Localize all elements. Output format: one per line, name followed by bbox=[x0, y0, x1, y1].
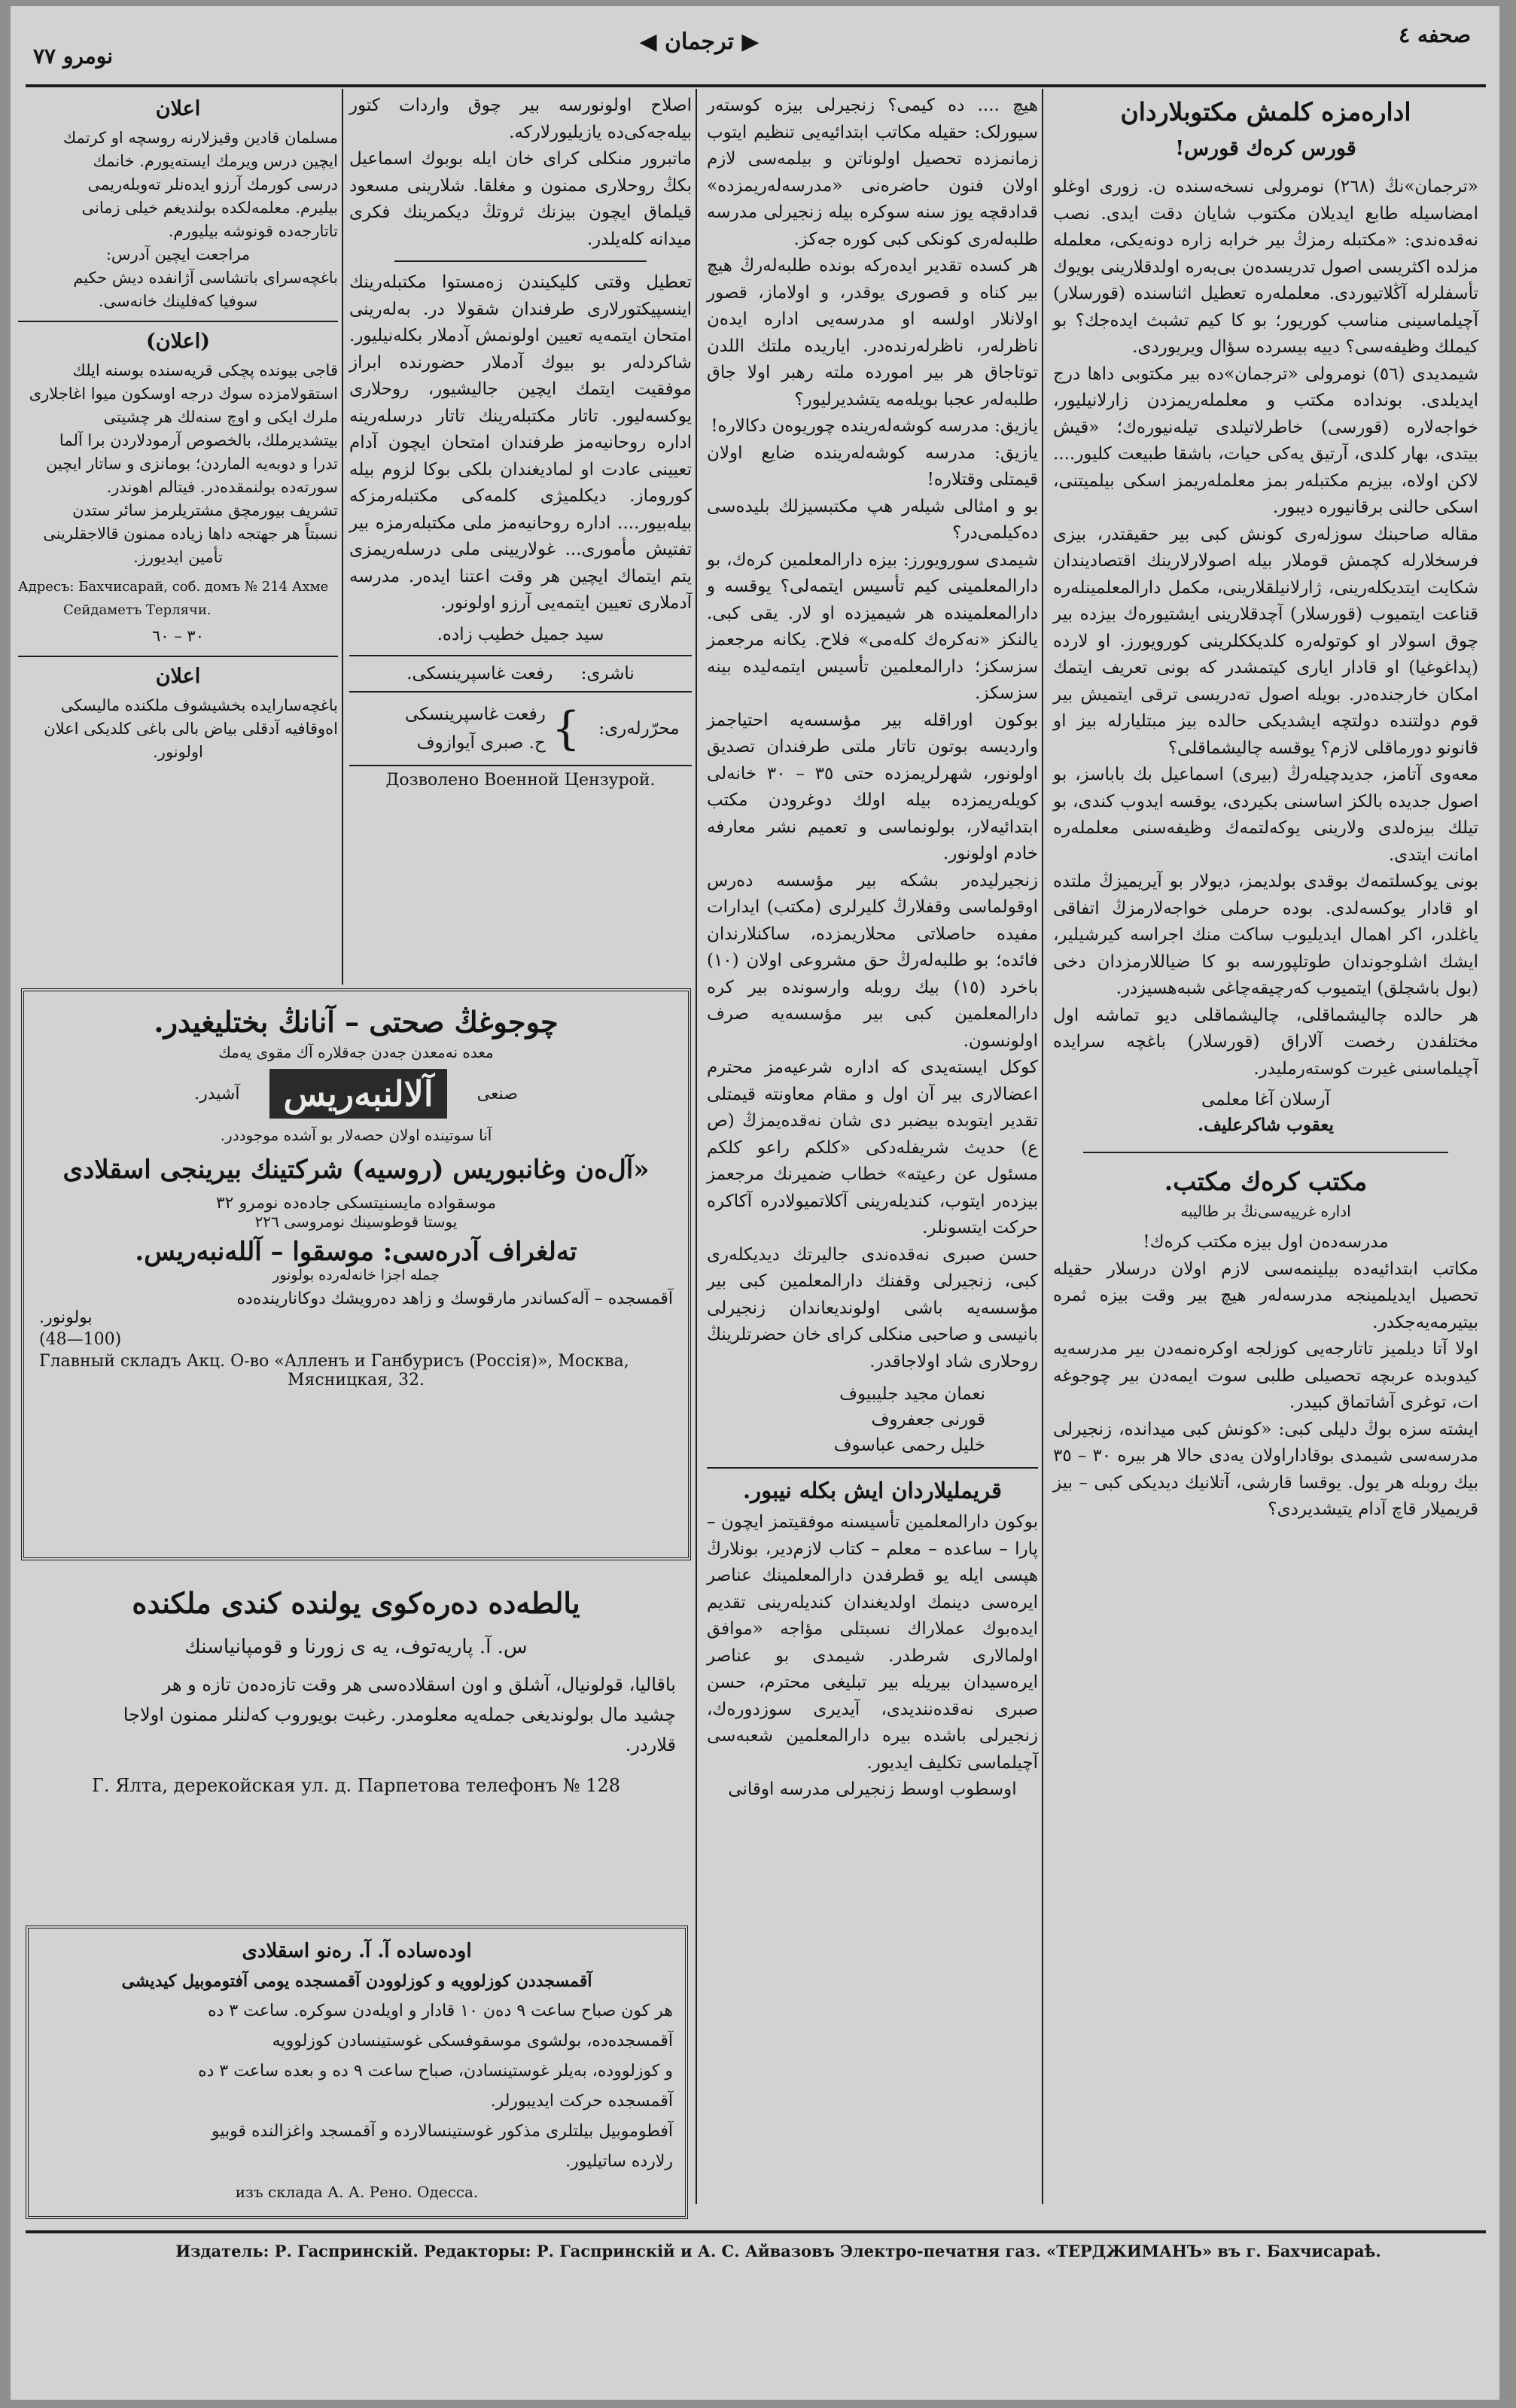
article2-headline: مکتب کرەك مکتب. bbox=[1164, 1167, 1368, 1196]
article2-paragraph: بوکون دارالمعلمین تأسیسنە موفقیتمز ایچون – پارا – ساعدە – معلم – کتاب لازم‌دیر، بونلارڭ هپسی ایلە یو قطرفدن دارالمعلمینك عناصر ایرەسی دینمك اولدیغندان کندیلەرینی تقدیم ایدەبوك عملاراك نسبتلی مؤاجە «موافق اولمالاری شرطدر. شیمدی بو عناصر ایرەسیدان بیریلە بیر تبلیغی محترم، حسن صبری نەقدەنندیدی، آیدیری سوزدورەك، زنجیرلی باشدە بیرە دارالمعلمین شعبەسی آچیلماسی تکلیف ایدیور. bbox=[707, 1512, 1038, 1773]
ad-line: باغچەسرای باتشاسی آژانفدە دیش حکیم bbox=[73, 269, 338, 287]
ad-line: آقمسجدە حرکت ایدیبورلر. bbox=[490, 2092, 673, 2111]
issue-number: نومرو ٧٧ bbox=[33, 44, 114, 68]
article-paragraph: بوکون اوراقلە بیر مؤسسە‌یە احتیاجمز واردیسە بوتون تاتار ملتی طرفندان تصدیق اولونور، شهرلریمزدە حتی ٣٥ – ٣٠ خانەلی کویلەریمزدە بیلە اولك دوغرودن مکتب ابتدائیەلار، بولونماسی و تعمیم نشر معارفە خادم اولونور. bbox=[707, 710, 1039, 863]
article-headline: ادارەمزە کلمش مکتوبلاردان bbox=[1120, 97, 1411, 126]
ad-line: و کوزلوودە، بەیلر غوستینسادن، صباح ساعت ٩ دە و بعدە ساعت ٣ دە bbox=[198, 2062, 673, 2081]
publisher-name: رفعت غاسپرینسکی. bbox=[406, 663, 553, 683]
ad-line: رلاردە ساتیلیور. bbox=[565, 2152, 673, 2171]
ad-code: ٣٠ – ٦٠ bbox=[152, 627, 204, 645]
article2-headline: قریملیلاردان ایش بکلە نیبور. bbox=[743, 1478, 1002, 1503]
signature-name: سید جمیل خطیب زادە. bbox=[437, 624, 604, 644]
article-paragraph: شیمدی سورویورز: بیزە دارالمعلمین کرەك، بو دارالمعلمینی کیم تأسیس ایتمەلی؟ یوقسە و دارالمعلمیندە هر شیمیزدە او لار. یقی کبی. یالنکز «نەکرەك کلەمی» فلاح. یکانە مرجعمز سزسکز؛ دارالمعلمین تأسیس ایتمەلیدە بینە سزسکز. bbox=[707, 549, 1038, 703]
newspaper-page bbox=[11, 6, 1499, 2400]
ad-headline: یالطەدە دەرەکوی یولندە کندی ملکندە bbox=[132, 1586, 580, 1620]
article-paragraph: زنجیرلیدەر بشکە بیر مؤسسە دەرس اوقولماسی وقفلارڭ کلیرلری (مکتب) ایدارات مفیدە حاصلاتی محلاریمزدە، ساکنلارندان فائدە؛ بو طلبەلەرڭ حق مشروعی اولان (١٠) باخرد (١٥) بیك روبلە وارسوندە بیر کرە دارالمعلمین کبی بیر مؤسسەیە صرف اولونسون. bbox=[707, 870, 1038, 1051]
ad-line: قلاردر. bbox=[625, 1734, 676, 1755]
ad-telegraph: تەلغراف آدرەسی: موسقوا – آللەنبەریس. bbox=[135, 1237, 577, 1267]
article-divider bbox=[707, 1467, 1038, 1469]
editor-name: رفعت غاسپرینسکی bbox=[405, 704, 546, 724]
ad-line: ملرك ایکی و اوچ سنەلك هر چشیتی bbox=[103, 408, 338, 426]
ad-line: قاجی بیوندە پچکی قریەسندە بوسنە ایلك bbox=[72, 361, 338, 379]
ad-line: چشید مال بولوندیغی جملەیە معلومدر. رغبت بویوروب کەلنلر ممنون اولاجا bbox=[123, 1704, 676, 1725]
column-3 bbox=[349, 93, 692, 985]
column-4 bbox=[18, 93, 338, 985]
ad-address: Сейдаметъ Терлячи. bbox=[63, 602, 212, 618]
signature-name: قورنی جعفروف bbox=[871, 1410, 985, 1429]
article-paragraph: معەوی آتامز، جدیدچیلەرڭ (بیری) اسماعیل بك باباسز، بو اصول جدیدە بالکز اساسنی بکیردی، یوقسە ایدوب کندی، بو تیلك بیزەلدی ولارینی یوکەلتمەك وظیفەسنی معلملەرە امانت ایتدی. bbox=[1053, 765, 1478, 865]
ad-headline: اودەسادە آ. آ. رەنو اسقلادی bbox=[242, 1940, 472, 1962]
article-paragraph: هیچ .... دە کیمی؟ زنجیرلی بیزە کوستەر سیورلک: حقیلە مکاتب ابتدائیەیی تنظیم ایتوب زمانمزدە تحصیل اولوناتن و بیلمەسی لازم اولان فنون حاضرەنی «مدرسەلەریمزدە» قدادقچە یوز سنە سوکرە بیلە زنجیرلی مدرسە‌ طلبەلەری کونکی کبی کوره جەكز. bbox=[707, 96, 1038, 249]
ad-line: تشریف بیورمچق مشتریلرمز سائر ستدن bbox=[72, 501, 338, 519]
ad-line: نسبتاً هر جهتجە داها زیادە ممنون قالاجقلرینی bbox=[43, 525, 338, 543]
ad-line: سورتەدە بولنمقدەدر. فیتالم اهوندر. bbox=[106, 478, 338, 496]
editors-names bbox=[349, 700, 546, 757]
column-2 bbox=[707, 93, 1038, 2208]
column-rule-3 bbox=[342, 89, 343, 985]
ad-line: مراجعت ایچین آدرس: bbox=[105, 245, 251, 263]
ad-address: Адресъ: Бахчисарай, соб. домъ № 214 Ахме bbox=[18, 579, 329, 595]
imprint-divider bbox=[349, 691, 692, 693]
column-rule-2 bbox=[696, 89, 697, 2204]
ad-line: سوفیا کەفلینك خانەسی. bbox=[98, 292, 258, 310]
ad-address: یوستا قوطوسینك نومروسی ٢٢٦ bbox=[254, 1213, 458, 1231]
article-paragraph: ماتبرور منکلی کرای خان ایلە بوبوك اسماعیل بکڭ روحلاری ممنون و مغلقا. شلارینی مسعود قیلماق ایچون بیزنك ثروتڭ دیکمرینك فکری میدانە کلەیلدر. bbox=[349, 149, 692, 249]
article2-paragraph: ایشتە سزە بوڭ دلیلی کبی: «کونش کبی میداندە، زنجیرلی مدرسەسی شیمدی بوقادار‌اولان یەدی حالا هر بیرە ٣٠ – ٣٥ بیك روبلە هر یول. یوقسا قارشی، آتلانیك دیدیکی کبی – بیز قریمیلار قاچ آدام یتیشدیردی؟ bbox=[1053, 1419, 1478, 1519]
ad-subline: آنا سوتیندە اولان حصەلار بو آشدە موجوددر. bbox=[220, 1126, 492, 1144]
ad-note: آقمسجدە – آلەکساندر مارقوسك و زاهد دەرویشك دوکاناریندەدە bbox=[236, 1289, 673, 1308]
article2-paragraph: اوسطوب اوسط زنجیرلی مدرسە اوقانی bbox=[728, 1779, 1017, 1799]
ad-note: جملە اجزا خانەلەردە بولونور bbox=[272, 1267, 440, 1283]
article-paragraph: یازیق: مدرسە کوشەلەریندە چوریوەن دکالارە! bbox=[711, 416, 1038, 436]
ad-line: تاتارجەدە قونوشە بیلیورم. bbox=[168, 222, 338, 240]
ad-line: ایچین درس ویرمك ایستەیورم. خانمك bbox=[93, 152, 338, 170]
ad-russian-address: Главный складъ Акц. О-во «Алленъ и Ганбурисъ (Россія)», Москва, bbox=[39, 1352, 629, 1371]
top-rule bbox=[26, 84, 1486, 87]
ad-title: (اعلان) bbox=[145, 330, 211, 353]
ad-line: هر کون صباح ساعت ٩ دەن ١٠ قادار و اویلەدن سوکرە. ساعت ٣ دە bbox=[208, 2002, 673, 2020]
ad-line: مسلمان قادین وقیزلارنە روسچە او کرتمك bbox=[62, 129, 338, 147]
brand-left-text: صنعی bbox=[476, 1084, 518, 1104]
ad-company: «آل‌ەن وغانبوریس (روسیە) شرکتینك بیرینجی اسقلادی bbox=[62, 1155, 650, 1185]
signature-name: خلیل رحمی عباسوف bbox=[833, 1435, 985, 1455]
article-paragraph: تعطیل وقتی کلیکیندن زەمستوا مکتبلەرینك اینسپیکتورلاری طرفندان شقولا در. بەلەرینی امتحان ایتمەیە تعیین اولونمش آدملار بکلەنیلیور. شاکردلەر بو بیوك آدملار حضورندە ابراز موفقیت ایتمك ایچین جالیشیور، روحلاری یوکسەلیور. تاتار مکتبلەرینك تاتار درسلەرینە ادارە روحانیەمز طرفندان امتحان ایچون آدام تعیینی عادت او لمادیغندان بلکی بوکا لزوم بیلە کوروماز. دیکلمیژی کلمەکی مکتبلەرمزكە بیلە‌بیور.... ادارە روحانیەمز ملی مکتبلەرمزە بیر تفتیش مأموری... غولاریینی ملی درسلەریمزی یتم ایتماك ایچین هر وقت اعتنا ایدەر. مدرسە آدملاری تعیین ایتمەیی آرزو اولونور. bbox=[349, 272, 692, 613]
editor-name: ح. صبری آیوازوف bbox=[416, 732, 546, 753]
page-number: صحفه ٤ bbox=[1399, 23, 1471, 47]
ad-line: اەوقافیە آدقلی بیاض بالی باغی کلدیکی اعلان bbox=[44, 720, 338, 738]
article-paragraph: یازیق: مدرسە کوشەلەریندە ضایع اولان قیمتلی وقتلارە! bbox=[707, 443, 1038, 489]
article-paragraph: مقالە صاحبنك سوزلەری کونش کبی بیر حقیقتدر، بیزی فرسخلارلە کچمش قوملار بیلە اصولارلارینك اقتصادیندان شکایت ایتدیکلەرینی، ژارلانیلقلارینی، مکمل دارالمعلمینلەرە قناعت ایتمیوب (قورسلار) آچدقلارینی ایشتیورەك بیزدە بیر چوق اسولار او کوتولەرە کلدیککلرینی کورویورز. او لاردە (پداغوغیا) او قادار ایاری کیتمشدر کە بونی تعریف ایتمك امکان خارجندەدر. بویلە اصول تەدریسی ترقی ایتمیش بیر قوم دولتنده دولتچه ایشدیکی حالدە بیز مبتلیارلە بیز او قانونو دورماقلی لازم؟ یوقسە چالیشماقلی؟ bbox=[1053, 524, 1478, 758]
ad-line: درسی کورمك آرزو ایدەنلر تەوبلەریمی bbox=[87, 175, 338, 193]
brace: } bbox=[551, 702, 580, 755]
editors-label: محرّرلەری: bbox=[598, 718, 680, 738]
ad-russian-note: изъ склада А. А. Рено. Одесса. bbox=[235, 2183, 479, 2201]
ad-box bbox=[18, 665, 338, 764]
paper-name: ◀ ترجمان ▶ bbox=[639, 29, 760, 55]
article-subheadline: قورس کرەك قورس! bbox=[1175, 137, 1356, 160]
article2-paragraph: مکاتب ابتدائیەدە بیلینمەسی لازم اولان درسلار حقیلە تحصیل ایدیلمینجە مدرسەلەر هیچ بیر وقت بیزە ثمرە بیتیرمەیەجکدر. bbox=[1053, 1259, 1478, 1332]
ad-line: س. آ. پاریەتوف، یە ی زورنا و قومپانیاسنك bbox=[184, 1636, 528, 1658]
bottom-rule bbox=[26, 2230, 1486, 2233]
article2-paragraph: اولا آتا دیلمیز تاتارجەیی کوزلجە اوکرەنمەدن بیر مدرسەیە کیدوبدە عربچە تحصیلی طلبی سوت ایمەدن بیر چوجوغە ات، توغری آشاتماق کبیدر. bbox=[1053, 1339, 1478, 1412]
ad-line: باقالیا، قولونیال، آشلق و اون اسقلادەسی هر وقت تازەدەن تازە و هر bbox=[162, 1674, 676, 1695]
article-divider bbox=[1083, 1152, 1448, 1153]
article-paragraph: هر کسدە تقدیر ایدەرکە بوندە طلبەلەرڭ هیچ بیر کناه و قصوری یوقدر، و اولاماز، قصور اولانلار اولسە او مدرسەیی ادارە ایدەن ناظرلەر، ناظرلەرندەدر. ایاریدە ملتك اللدن توتاجاق هر بیر اموردە ملتە رهبر اولا جاق طلبەلەر عجبا بویلەمە یتشدیرلیور؟ bbox=[707, 256, 1038, 409]
ad-line: استقولامزدە سوك درجە اوسکون میوا اغاجلاری bbox=[29, 385, 338, 403]
article2-paragraph: مدرسەدەن اول بیزە مکتب کرەك! bbox=[1143, 1232, 1389, 1252]
censor-note: Дозволено Военной Цензурой. bbox=[385, 770, 656, 790]
ad-line: تأمین ایدیورز. bbox=[133, 548, 223, 566]
article-divider bbox=[394, 260, 647, 262]
ad-line: تدرا و دوبەیە الماردن؛ بومانزی و ساتار ایچین bbox=[45, 455, 338, 473]
ad-russian-address: Мясницкая, 32. bbox=[288, 1371, 425, 1390]
ad-line: آقمسجددن کوزلوویە و کوزلوودن آقمسجدە یومی آفتوموبیل کیدیشی bbox=[121, 1971, 592, 1991]
article-paragraph: «ترجمان»نڭ (٢٦٨) نومرولی نسخەسندە ن. زوری اوغلو امضاسیلە طابع ایدیلان مکتوب شایان دقت ایدی. نصب نەقدەندی: «مکتبلە رمزڭ بیر خرابە زارە دونەیکی، معلملە مزلدە اکثریسی اصول تدریسدەن بی‌بەرە اولدقلارینی بویوك تأسفلرلە آڭلاتیوردی. معلملەرە تعطیل اثناسندە (قورسلار) آچیلماسینی مناسب کوریور؛ بو کا کیم تشبث ایدەجك؟ بو کیملك وظیفەسی؟ دییە بیسرده سؤال ویریوردی. bbox=[1053, 177, 1478, 357]
ad-line: باغچەسارایدە بخشیشوف ملکندە مالیسکی bbox=[60, 696, 338, 714]
imprint-divider bbox=[349, 765, 692, 766]
ad-box bbox=[18, 330, 338, 657]
ad-headline: چوجوغڭ صحتی – آنانڭ بختلیغیدر. bbox=[154, 1005, 559, 1039]
signature-title: آرسلان آغا معلمی bbox=[1201, 1090, 1330, 1110]
yalta-advertisement bbox=[21, 1572, 691, 1948]
brand-right-text: آشیدر. bbox=[194, 1084, 240, 1104]
editors-block bbox=[349, 700, 692, 757]
ad-line: بیلیرم. معلمەلکدە بولندیغم خیلی زمانی bbox=[81, 199, 338, 217]
ad-line: بیتشدیرملك، بالخصوص آرمودلاردن برا آلما bbox=[59, 431, 338, 449]
signature-name: یعقوب شاکرعلیف. bbox=[1198, 1115, 1334, 1135]
ad-title: اعلان bbox=[155, 97, 201, 120]
brand-logo: آلالنبەریس bbox=[269, 1069, 446, 1119]
ad-russian-address: Г. Ялта, дерекойская ул. д. Парпетова телефонъ № 128 bbox=[92, 1775, 620, 1796]
signature-name: نعمان مجید جلیبیوف bbox=[839, 1384, 985, 1404]
auto-advertisement bbox=[26, 1925, 688, 2219]
article-paragraph: شیمدیدی (٥٦) نومرولی «ترجمان»دە بیر مکتوبی داها درج ایدیلدی. بونداده مکتب و معلملەریمزدن زارلانیلیور، خواجەلارە (قورسی) خاطرلاتیلدی تیلەنیورەك؛ «قیش بیتدی، بهار کلدی، آرتیق یەکی حیات، باشقا طبیعت کلیور.... لاکن اولاه، بیزیم مکتبلەر بمز معلملەریمز اسکی بیلمیتنی، اسکی حالنی برقانیورە دیبور. bbox=[1053, 364, 1478, 517]
article-paragraph: بو و امثالی شیلەر هپ مکتبسیزلك بلیدەسی دەکیلمی‌در؟ bbox=[707, 496, 1038, 543]
ad-subline: معدە نەمعدن جەدن جەقلارە آك مقوی یەمك bbox=[218, 1043, 494, 1061]
ad-title: اعلان bbox=[155, 665, 201, 688]
column-rule-1 bbox=[1042, 89, 1043, 2204]
ad-note: بولونور. bbox=[39, 1308, 93, 1327]
ad-line: اولونور. bbox=[153, 743, 203, 761]
ad-line: آفطوموبیل بیلتلری مذکور غوستینسالاردە و آقمسجد واغزالندە قوبیو bbox=[212, 2122, 673, 2141]
article-paragraph: هر حالدە چالیشماقلی، چالیشماقلی دیو تماشە اول مختلفدن رخصت آلاراق (قورسلار) باغچە سرایدە آچیلماسنی غیرت کوستەرملیدر. bbox=[1053, 1005, 1478, 1079]
brand-row bbox=[39, 1069, 673, 1119]
footer-imprint: Издатель: Р. Гаспринскій. Редакторы: Р. Гаспринскій и А. С. Айвазовъ Электро-печатня газ. «ТЕРДЖИМАНЪ» въ г. Бахчисараѣ. bbox=[175, 2242, 1381, 2260]
article-paragraph: کوکل ایستەیدی کە ادارە شرعیەمز محترم اعضالاری بیر آن اول و مقام معاونتە قیمتلی تقدیر ایتوبدە بیضبر دی شان نەقدەیمزڭ (ص ع) حدیث شریفلەدکی «کلکم راعو کلکم مسئول عن رعیتە» خطاب ضمیرنك مرجعمز بیزدەر ایتوب، کندیلەرینی آکلاتمیولادرە آکاکرە حرکت ایتسونلر. bbox=[707, 1058, 1038, 1237]
imprint-divider bbox=[349, 655, 692, 656]
column-1 bbox=[1053, 93, 1478, 2215]
ad-box bbox=[18, 97, 338, 322]
article-paragraph: بونی یوکسلتمەك بوقدی بولدیمز، دیولار بو آیریمیزڭ ملتدە او قادار یوکسەلدی. بودە حرملی خواجەلارمزڭ اتفاقی یاغلدر، اکر اهمال ایدیلیوب ساكت منك اجراسە کیرشیلیر، ایشك اشلوجوندان طوتلپورسە بو کا ضیاللارمزدان دخی (بول باشچلق) ایتمیوب کەرچیقەچاغی شبەهسیزدر. bbox=[1053, 872, 1478, 998]
publisher-label: ناشری: bbox=[580, 663, 635, 683]
publisher-line bbox=[349, 664, 692, 683]
ad-code: (48—100) bbox=[39, 1330, 122, 1349]
allenburys-advertisement bbox=[21, 988, 691, 1560]
article-paragraph: حسن صبری نەقدەندی جالیرتك دیدیکلەری کبی، زنجیرلی وقفنك دارالمعلمین کبی بیر مؤسسەیە باشی اولوندیعاندان زنجیرلی بانیسی و صاحبی منکلی کرای خان حضرتلرینڭ روحلاری شاد اولاجاقدر. bbox=[707, 1244, 1038, 1371]
ad-address: موسقوادە مایسنیتسکی جادەدە نومرو ٣٢ bbox=[215, 1194, 497, 1213]
article2-subtitle: ادارە غرییەسی‌نڭ بر طالیبە bbox=[1180, 1202, 1351, 1220]
ad-line: آقمسجدەدە، بولشوی موسقوفسکی غوستینسادن کوزلوویە bbox=[272, 2032, 673, 2050]
article-paragraph: اصلاح اولونورسە بیر چوق واردات کتور بیلەجەکی‌دە یازیلیورلارکە. bbox=[349, 96, 692, 142]
